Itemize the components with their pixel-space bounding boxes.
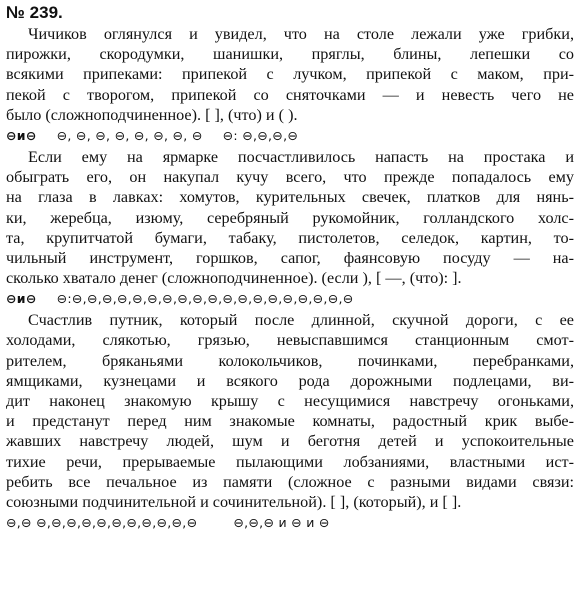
text-line: обыграть его, он накупал кучу всего, что прежде попадалось ему — [6, 168, 574, 187]
text-line: ки, жеребца, изюму, серебряный рукомойник, голландского холс- — [6, 208, 574, 227]
text-line: сколько хватало денег (сложноподчиненное). (если ), [ —, (что): ]. — [6, 269, 462, 288]
schema-3 — [6, 512, 574, 534]
text-line: союзными подчинительной и сочинительной). [ ], (который), и [ ]. — [6, 492, 462, 511]
text-line: на глаза в лавках: хомутов, курительных свечек, платков для нянь- — [6, 188, 574, 207]
text-line: ребить все печальное из памяти (сложное с разными видами связи: — [6, 472, 574, 491]
text-line: Счастлив путник, который после длинной, скучной дороги, с ее — [28, 311, 574, 330]
schema-members: ⊖,⊖,⊖ и ⊖ и ⊖ — [233, 515, 330, 531]
text-line: та, крупитчатой бумаги, табаку, пистолетов, селедок, картин, то- — [6, 228, 574, 247]
text-line: тихие речи, прерываемые пылающими лобзаниями, властными ист- — [6, 452, 574, 471]
text-line: холодами, слякотью, грязью, невыспавшимся станционным смот- — [6, 331, 574, 350]
schema-members: ⊖: ⊖,⊖,⊖,⊖ — [222, 127, 299, 143]
text-line: Чичиков оглянулся и увидел, что на столе лежали уже грибки, — [28, 25, 574, 43]
text-line: рителем, бряканьями колокольчиков, починками, перебранками, — [6, 351, 574, 370]
text-line: и предстанут перед ним знакомые комнаты, радостный крик выбе- — [6, 412, 574, 431]
schema-predicate: ⊖и⊖ — [6, 127, 37, 143]
paragraph-2 — [6, 147, 574, 288]
text-line: было (сложноподчиненное). [ ], (что) и ( ). — [6, 105, 298, 124]
text-line: жавших навстречу людей, шум и беготня детей и успокоительные — [6, 432, 574, 451]
text-line: чильный инструмент, горшков, сапог, фаянсовую посуду — на- — [6, 248, 574, 267]
text-line: пекой с творогом, припекой со сняточками — и невесть чего не — [6, 85, 574, 104]
text-line: дит наконец знакомую крышу с несущимися навстречу огоньками, — [6, 392, 574, 410]
text-line: Если ему на ярмарке посчастливилось напасть на простака и — [28, 147, 574, 166]
paragraph-1 — [6, 24, 574, 125]
text-line: пирожки, скородумки, шанишки, пряглы, блины, лепешки со — [6, 45, 574, 64]
paragraph-3 — [6, 310, 574, 512]
text-line: всякими припеками: припекой с лучком, припекой с маком, при- — [6, 65, 574, 84]
text-line: ямщиками, кузнецами и всякого рода дорожными подлецами, ви- — [6, 371, 574, 390]
schema-1 — [6, 125, 574, 147]
exercise-number: № 239. — [6, 3, 63, 22]
exercise-page — [6, 2, 574, 534]
schema-members: ⊖:⊖,⊖,⊖,⊖,⊖,⊖,⊖,⊖,⊖,⊖,⊖,⊖,⊖,⊖,⊖,⊖,⊖,⊖,⊖ — [56, 291, 354, 307]
schema-predicate: ⊖и⊖ — [6, 291, 37, 307]
schema-members: ⊖, ⊖, ⊖, ⊖, ⊖, ⊖, ⊖, ⊖ — [56, 127, 203, 143]
schema-members: ⊖,⊖ ⊖,⊖,⊖,⊖,⊖,⊖,⊖,⊖,⊖,⊖,⊖ — [6, 515, 198, 531]
schema-2 — [6, 288, 574, 310]
